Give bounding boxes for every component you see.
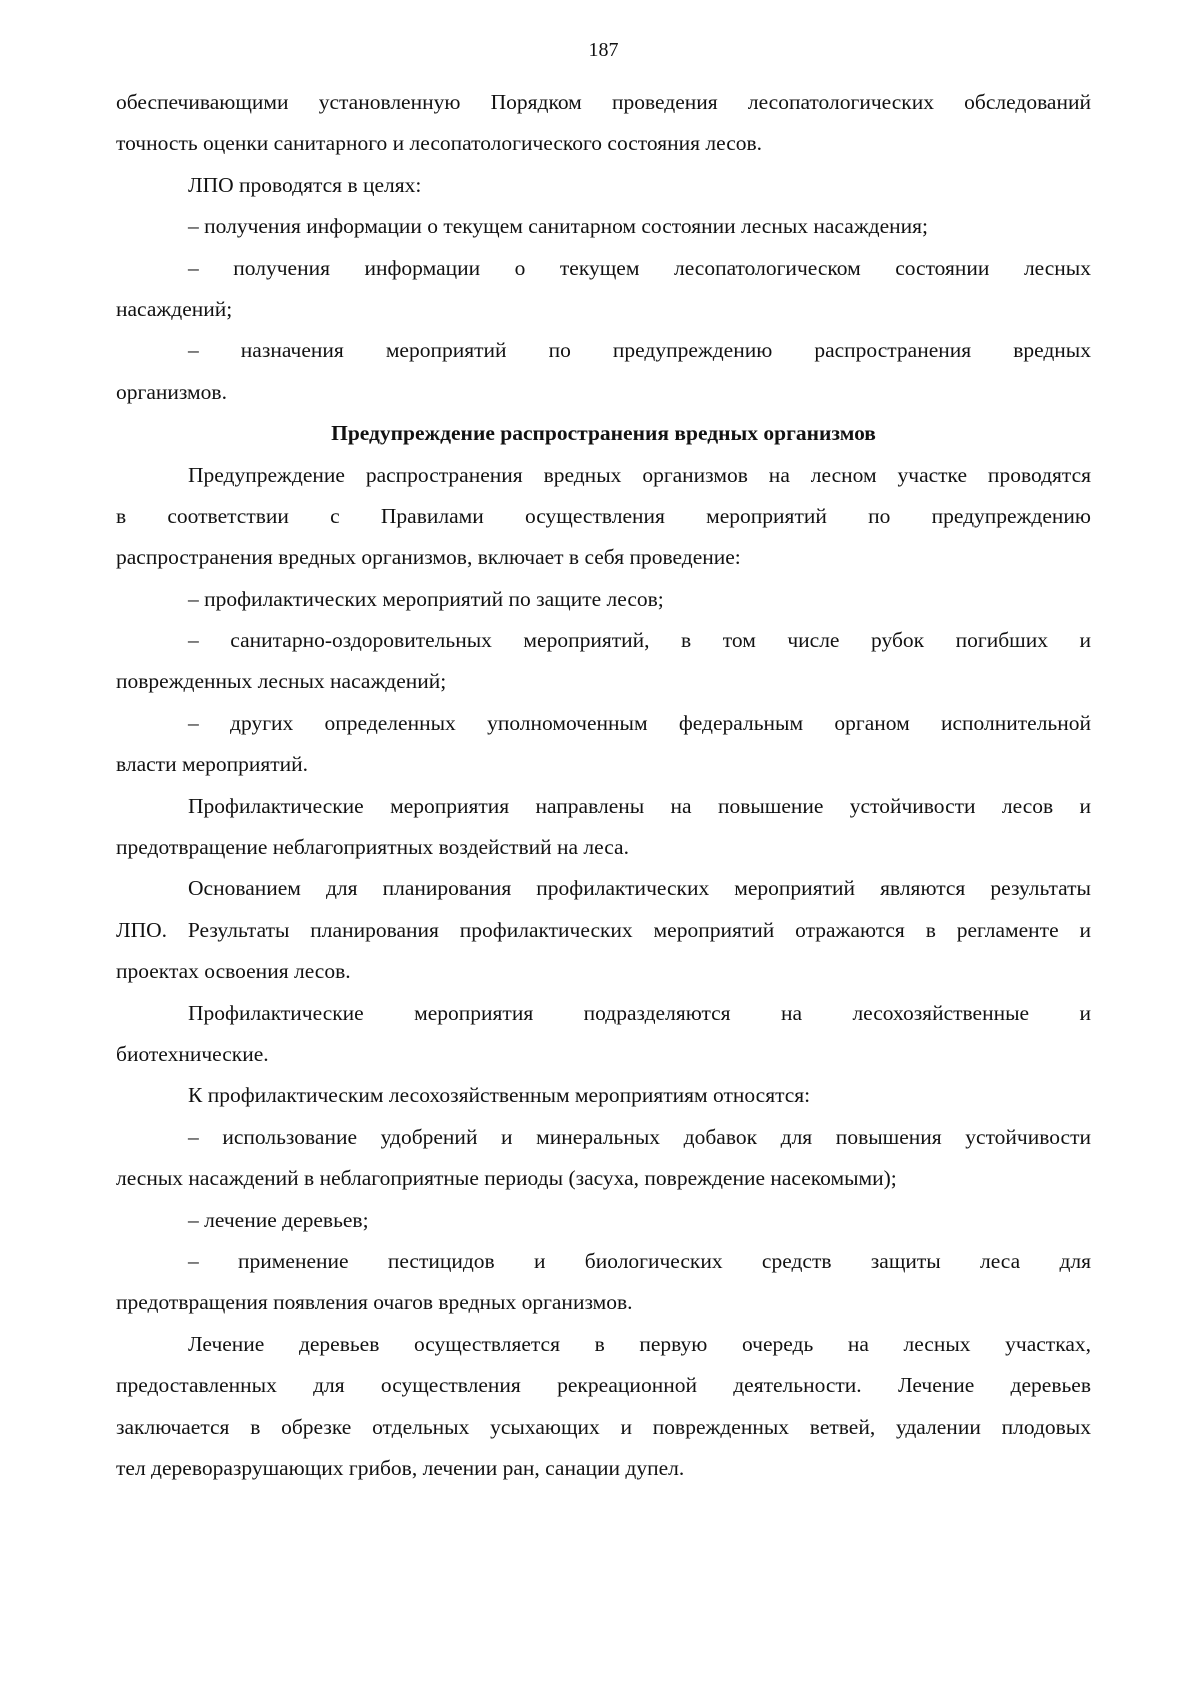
text-line: – использование удобрений и минеральных добавок для повышения устойчивости [188,1124,1091,1149]
text-line: предотвращение неблагоприятных воздействий на леса. [116,835,629,860]
text-line: предоставленных для осуществления рекреационной деятельности. Лечение деревьев [116,1373,1091,1398]
text-line: власти мероприятий. [116,752,309,777]
text-line: – применение пестицидов и биологических средств защиты леса для [188,1248,1091,1273]
text-line: – лечение деревьев; [188,1207,369,1232]
text-line: лесных насаждений в неблагоприятные периоды (засуха, повреждение насекомыми); [116,1166,897,1191]
text-line: распространения вредных организмов, включает в себя проведение: [116,545,741,570]
text-line: поврежденных лесных насаждений; [116,669,447,694]
text-line: – профилактических мероприятий по защите лесов; [188,586,664,611]
text-line: Профилактические мероприятия направлены на повышение устойчивости лесов и [188,793,1091,818]
text-line: биотехнические. [116,1041,269,1066]
text-line: Основанием для планирования профилактических мероприятий являются результаты [188,876,1091,901]
text-line: – санитарно-оздоровительных мероприятий, в том числе рубок погибших и [188,628,1091,653]
text-line: заключается в обрезке отдельных усыхающих и поврежденных ветвей, удалении плодовых [116,1414,1091,1439]
text-line: ЛПО. Результаты планирования профилактических мероприятий отражаются в регламенте и [116,917,1091,942]
text-line: точность оценки санитарного и лесопатологического состояния лесов. [116,131,763,156]
text-line: К профилактическим лесохозяйственным мероприятиям относятся: [188,1083,811,1108]
text-line: Лечение деревьев осуществляется в первую очередь на лесных участках, [188,1331,1091,1356]
text-line: – получения информации о текущем лесопатологическом состоянии лесных [188,255,1091,280]
text-line: обеспечивающими установленную Порядком проведения лесопатологических обследований [116,90,1091,114]
text-line: – назначения мероприятий по предупреждению распространения вредных [188,338,1091,363]
text-line: предотвращения появления очагов вредных организмов. [116,1290,633,1315]
text-line: проектах освоения лесов. [116,959,351,984]
text-line: насаждений; [116,296,233,321]
text-line: – других определенных уполномоченным федеральным органом исполнительной [188,710,1091,735]
section-heading: Предупреждение распространения вредных организмов [331,421,876,446]
text-line: Предупреждение распространения вредных организмов на лесном участке проводятся [188,462,1091,487]
document-body [116,82,1091,1489]
text-line: организмов. [116,379,227,404]
text-line: в соответствии с Правилами осуществления мероприятий по предупреждению [116,503,1091,528]
text-line: ЛПО проводятся в целях: [188,172,422,197]
text-line: – получения информации о текущем санитарном состоянии лесных насаждения; [188,214,929,239]
text-line: Профилактические мероприятия подразделяются на лесохозяйственные и [188,1000,1091,1025]
page-number: 187 [588,39,619,61]
text-line: тел дереворазрушающих грибов, лечении ран, санации дупел. [116,1455,685,1480]
